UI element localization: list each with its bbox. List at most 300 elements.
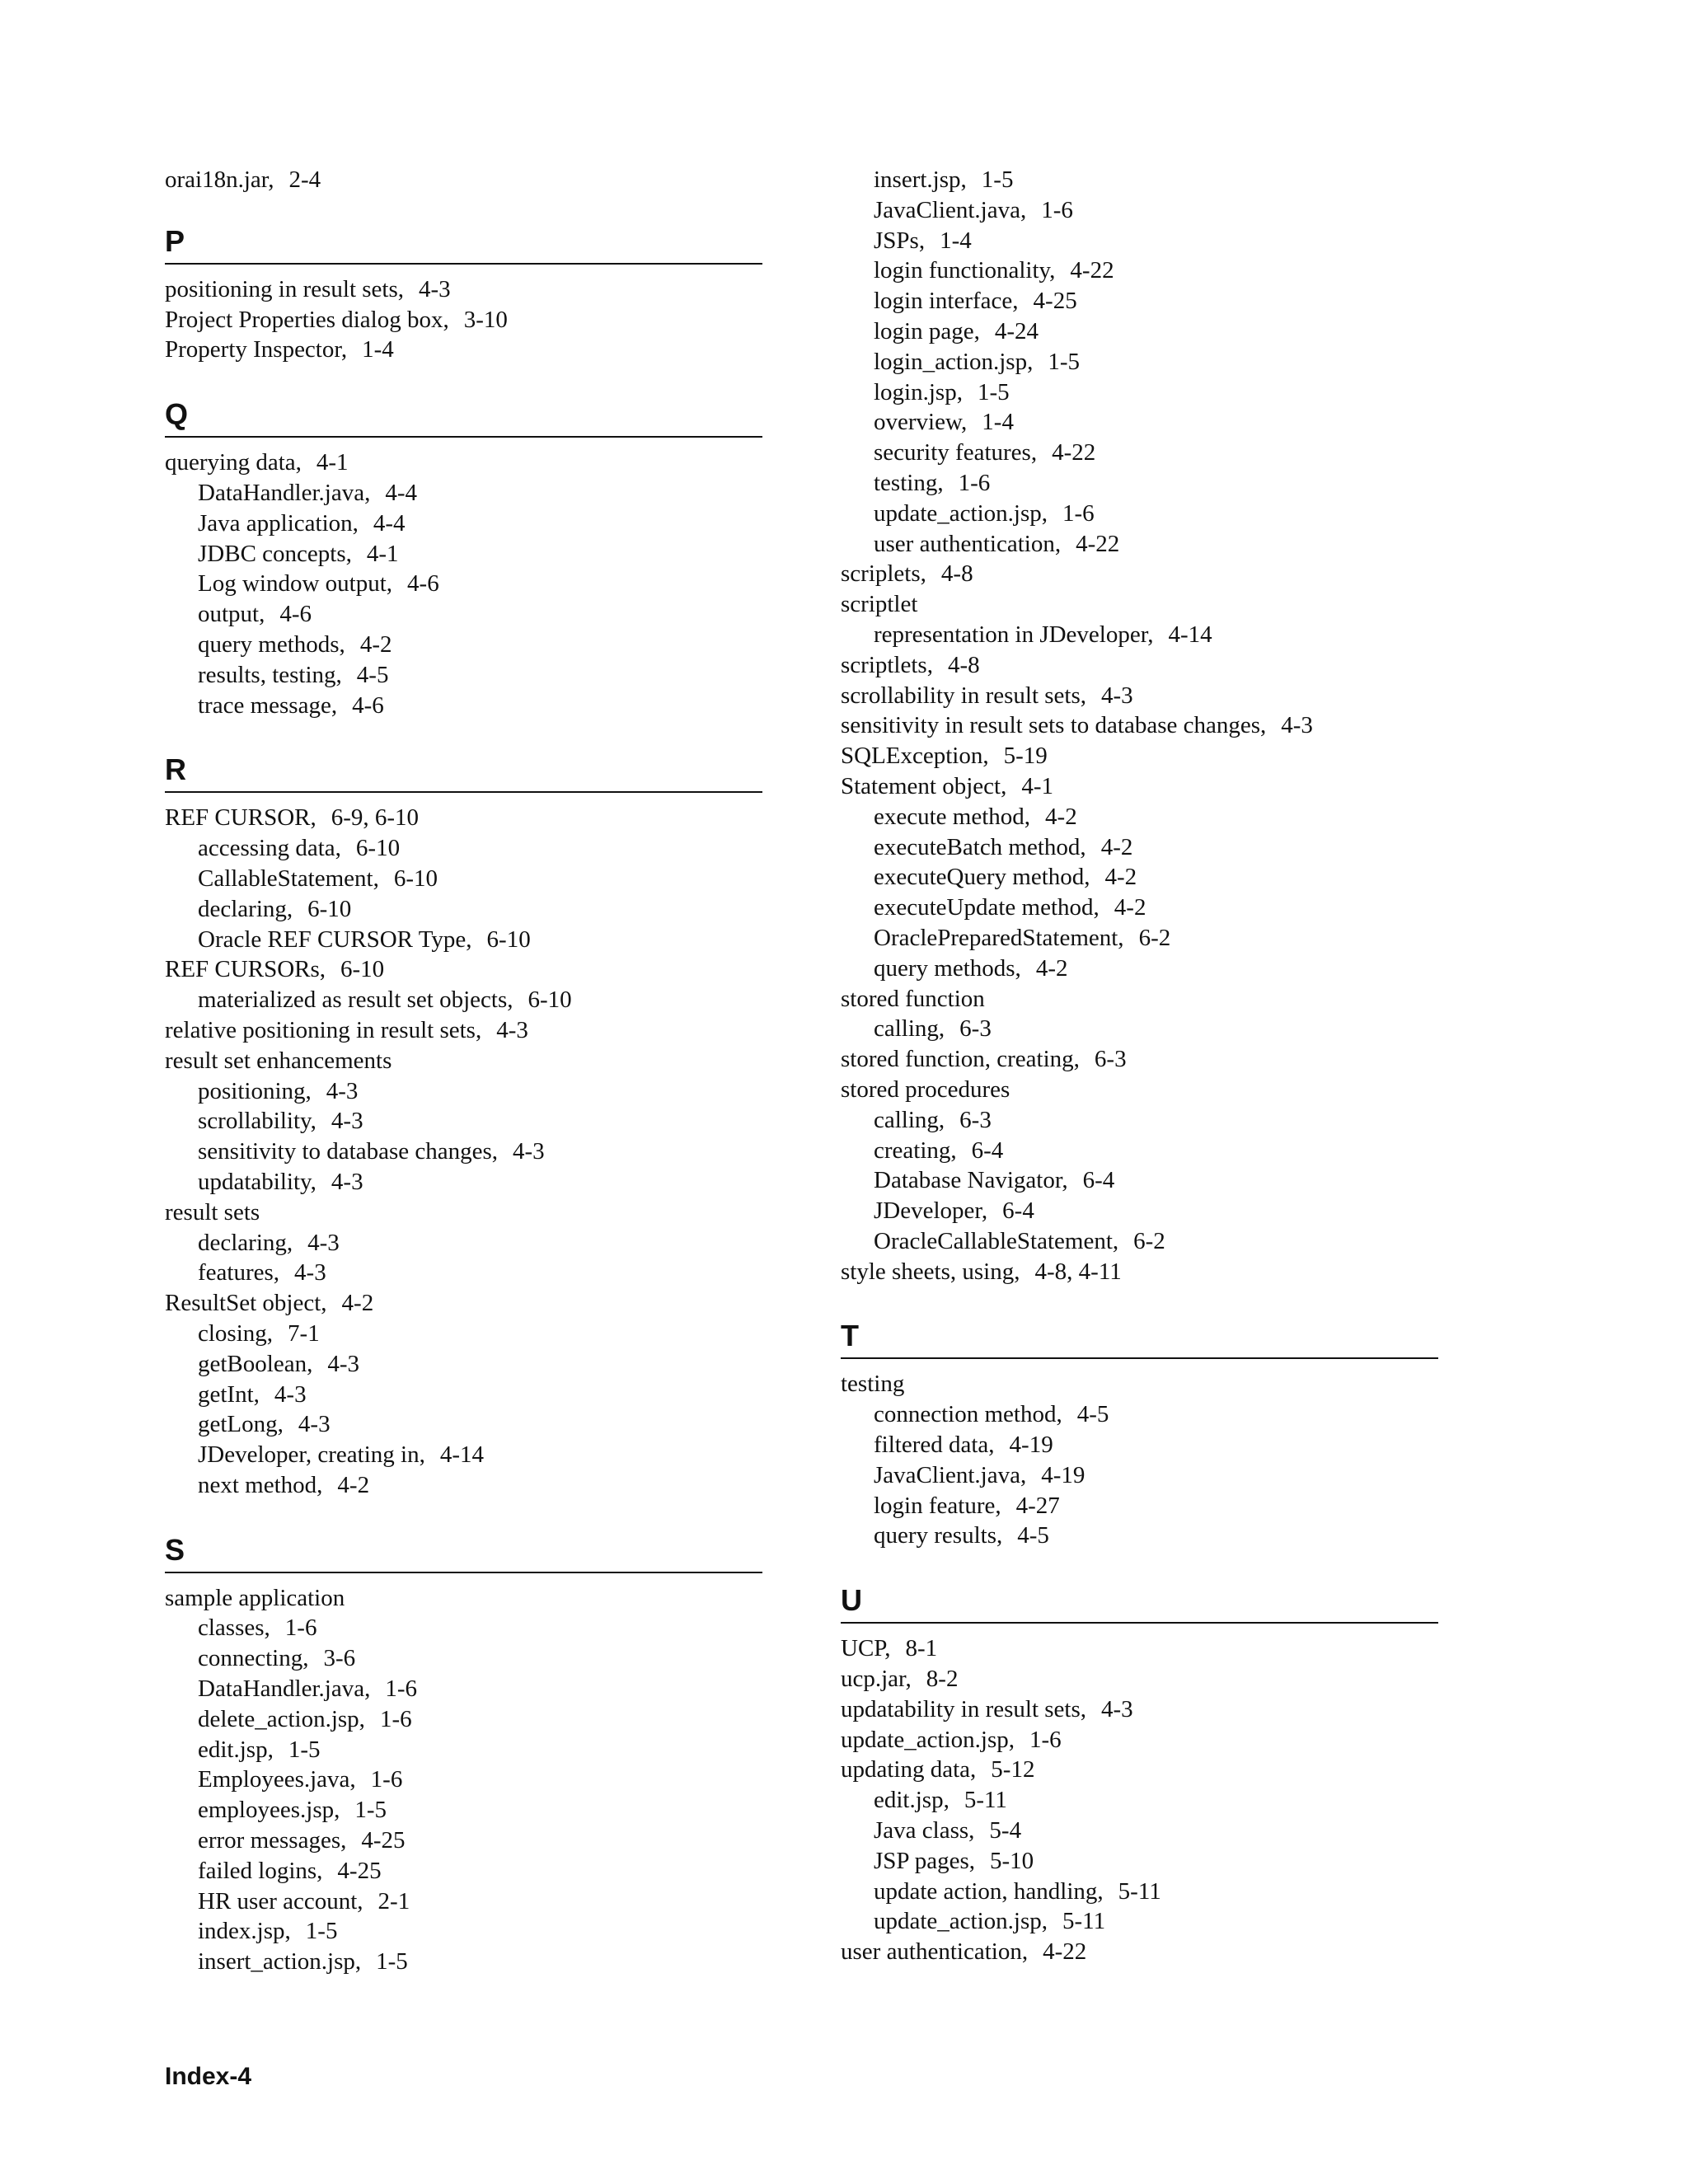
page-reference[interactable]: 6-4 bbox=[1082, 1167, 1115, 1194]
index-entry bbox=[841, 710, 1438, 741]
index-term: Java application, bbox=[198, 509, 359, 537]
page-reference[interactable]: 4-3 bbox=[326, 1077, 359, 1104]
index-term: execute method, bbox=[874, 803, 1031, 830]
index-term: testing, bbox=[874, 469, 944, 496]
index-entry bbox=[841, 1725, 1438, 1755]
index-subentry bbox=[165, 1795, 762, 1825]
index-term: JSP pages, bbox=[874, 1847, 975, 1874]
index-term: Oracle REF CURSOR Type, bbox=[198, 926, 472, 953]
index-subentry bbox=[165, 1916, 762, 1947]
index-subentry bbox=[841, 438, 1438, 468]
index-subentry bbox=[165, 1349, 762, 1380]
index-entry bbox=[841, 771, 1438, 802]
page-reference[interactable]: 5-11 bbox=[1118, 1877, 1161, 1905]
index-subentry bbox=[841, 1846, 1438, 1877]
index-subentry bbox=[841, 1105, 1438, 1136]
index-column-left bbox=[165, 165, 762, 1977]
index-term: login_action.jsp, bbox=[874, 348, 1034, 375]
index-subentry bbox=[841, 1165, 1438, 1196]
page-reference[interactable]: 1-5 bbox=[376, 1948, 408, 1975]
index-subentry bbox=[841, 377, 1438, 408]
page-reference[interactable]: 4-2 bbox=[341, 1290, 374, 1317]
page-reference[interactable]: 6-4 bbox=[1002, 1197, 1034, 1225]
index-term: DataHandler.java, bbox=[198, 479, 371, 506]
index-term: result set enhancements bbox=[165, 1047, 392, 1074]
page-reference[interactable]: 5-12 bbox=[991, 1756, 1035, 1783]
index-term: SQLException, bbox=[841, 743, 989, 770]
index-entry bbox=[165, 448, 762, 478]
index-entry bbox=[841, 1044, 1438, 1075]
section-letter-heading: U bbox=[841, 1582, 1438, 1624]
index-term: connection method, bbox=[874, 1401, 1062, 1428]
index-subentry bbox=[165, 1106, 762, 1137]
index-term: scrollability in result sets, bbox=[841, 682, 1087, 709]
page-reference[interactable]: 4-1 bbox=[1021, 772, 1054, 799]
page-reference[interactable]: 4-19 bbox=[1041, 1461, 1085, 1488]
page-reference[interactable]: 4-22 bbox=[1076, 530, 1120, 557]
page-reference[interactable]: 4-3 bbox=[307, 1229, 340, 1256]
section-letter-heading: P bbox=[165, 223, 762, 265]
index-subentry bbox=[841, 1399, 1438, 1430]
page-reference[interactable]: 4-6 bbox=[279, 601, 312, 628]
index-term: update action, handling, bbox=[874, 1877, 1104, 1905]
index-term: insert.jsp, bbox=[874, 166, 967, 193]
page-reference[interactable]: 6-4 bbox=[971, 1137, 1004, 1164]
page-reference[interactable]: 4-8, 4-11 bbox=[1034, 1258, 1122, 1285]
index-term: failed logins, bbox=[198, 1857, 323, 1884]
index-subentry bbox=[841, 1785, 1438, 1816]
page-reference[interactable]: 6-9, 6-10 bbox=[331, 804, 420, 832]
index-subentry bbox=[165, 1228, 762, 1258]
page-reference[interactable]: 4-5 bbox=[1076, 1401, 1109, 1428]
index-term: output, bbox=[198, 601, 265, 628]
index-term: stored function, creating, bbox=[841, 1046, 1080, 1073]
page-reference[interactable]: 6-10 bbox=[486, 926, 531, 953]
page-reference[interactable]: 4-25 bbox=[1033, 288, 1077, 315]
page-reference[interactable]: 6-3 bbox=[959, 1106, 992, 1133]
page-reference[interactable]: 4-2 bbox=[1100, 833, 1133, 860]
index-term: Statement object, bbox=[841, 772, 1007, 799]
page-reference[interactable]: 4-1 bbox=[316, 449, 349, 476]
page-reference[interactable]: 5-11 bbox=[1062, 1908, 1106, 1935]
page-reference[interactable]: 1-5 bbox=[305, 1918, 338, 1945]
page-reference[interactable]: 4-24 bbox=[994, 317, 1039, 344]
index-subentry bbox=[165, 1886, 762, 1917]
index-term: orai18n.jar, bbox=[165, 166, 274, 193]
index-entry bbox=[165, 165, 762, 195]
index-term: Database Navigator, bbox=[874, 1167, 1068, 1194]
index-term: querying data, bbox=[165, 449, 302, 476]
index-term: JavaClient.java, bbox=[874, 196, 1027, 223]
page-reference[interactable]: 4-3 bbox=[327, 1350, 359, 1377]
index-subentry bbox=[841, 893, 1438, 923]
index-subentry bbox=[165, 1765, 762, 1795]
page-reference[interactable]: 4-3 bbox=[496, 1016, 528, 1043]
index-term: executeUpdate method, bbox=[874, 894, 1100, 921]
page-reference[interactable]: 8-1 bbox=[905, 1635, 938, 1662]
page-reference[interactable]: 6-10 bbox=[340, 956, 385, 983]
index-term: UCP, bbox=[841, 1635, 891, 1662]
index-term: Java class, bbox=[874, 1817, 975, 1844]
page-reference[interactable]: 1-6 bbox=[385, 1675, 418, 1703]
index-term: JavaClient.java, bbox=[874, 1461, 1027, 1488]
index-term: next method, bbox=[198, 1471, 323, 1498]
index-subentry bbox=[841, 1226, 1438, 1257]
index-entry bbox=[841, 1755, 1438, 1785]
index-subentry bbox=[841, 1816, 1438, 1846]
page-reference[interactable]: 1-5 bbox=[981, 166, 1014, 193]
index-entry bbox=[841, 1937, 1438, 1967]
index-term: relative positioning in result sets, bbox=[165, 1016, 482, 1043]
index-subentry bbox=[841, 316, 1438, 347]
index-entry bbox=[165, 1015, 762, 1046]
page-reference[interactable]: 4-27 bbox=[1015, 1492, 1060, 1519]
index-subentry bbox=[841, 529, 1438, 560]
index-term: stored function bbox=[841, 985, 985, 1012]
index-subentry bbox=[165, 985, 762, 1015]
page-reference[interactable]: 5-10 bbox=[990, 1847, 1034, 1874]
page-reference[interactable]: 1-4 bbox=[362, 336, 394, 363]
page-number-label: Index-4 bbox=[165, 2063, 252, 2090]
index-subentry bbox=[165, 925, 762, 955]
index-term: update_action.jsp, bbox=[841, 1726, 1015, 1753]
page-reference[interactable]: 4-5 bbox=[356, 661, 389, 688]
index-subentry bbox=[165, 1947, 762, 1977]
index-term: scriptlet bbox=[841, 591, 918, 618]
index-term: sensitivity in result sets to database changes, bbox=[841, 712, 1267, 739]
index-subentry bbox=[841, 1430, 1438, 1460]
index-term: scrollability, bbox=[198, 1108, 316, 1135]
index-subentry bbox=[165, 864, 762, 894]
index-term: creating, bbox=[874, 1137, 957, 1164]
page-reference[interactable]: 1-5 bbox=[354, 1797, 387, 1824]
index-subentry bbox=[165, 660, 762, 691]
index-term: error messages, bbox=[198, 1827, 347, 1854]
index-term: edit.jsp, bbox=[198, 1736, 274, 1763]
index-subentry bbox=[165, 1643, 762, 1674]
page-reference[interactable]: 4-14 bbox=[1168, 621, 1212, 648]
index-subentry bbox=[841, 195, 1438, 226]
index-entry bbox=[841, 559, 1438, 589]
page-reference[interactable]: 4-3 bbox=[1101, 1695, 1133, 1722]
index-term: DataHandler.java, bbox=[198, 1675, 371, 1703]
section-letter-heading: R bbox=[165, 752, 762, 793]
index-term: REF CURSORs, bbox=[165, 956, 326, 983]
index-entry bbox=[841, 741, 1438, 771]
index-subentry bbox=[841, 1196, 1438, 1226]
index-subentry bbox=[841, 620, 1438, 650]
index-subentry bbox=[841, 1521, 1438, 1551]
index-subentry bbox=[165, 1735, 762, 1765]
page-reference[interactable]: 6-2 bbox=[1133, 1227, 1165, 1254]
page-reference[interactable]: 4-3 bbox=[1281, 712, 1313, 739]
index-subentry bbox=[841, 499, 1438, 529]
index-term: REF CURSOR, bbox=[165, 804, 316, 832]
index-term: stored procedures bbox=[841, 1076, 1010, 1103]
index-term: Log window output, bbox=[198, 570, 393, 598]
index-term: OraclePreparedStatement, bbox=[874, 924, 1124, 951]
index-subentry bbox=[841, 286, 1438, 316]
index-subentry bbox=[841, 1906, 1438, 1937]
index-term: security features, bbox=[874, 439, 1038, 466]
page-reference[interactable]: 4-3 bbox=[331, 1168, 363, 1195]
index-term: getLong, bbox=[198, 1411, 284, 1438]
index-subentry bbox=[841, 1014, 1438, 1044]
index-entry bbox=[841, 1257, 1438, 1287]
page-reference[interactable]: 4-3 bbox=[294, 1259, 326, 1286]
page-reference[interactable]: 4-2 bbox=[359, 630, 392, 658]
index-entry bbox=[165, 1583, 762, 1614]
index-entry bbox=[165, 1288, 762, 1319]
index-subentry bbox=[841, 1460, 1438, 1491]
page-reference[interactable]: 4-4 bbox=[385, 479, 418, 506]
index-entry bbox=[165, 335, 762, 365]
index-term: ucp.jar, bbox=[841, 1666, 912, 1693]
index-subentry bbox=[165, 1470, 762, 1501]
index-entry bbox=[841, 1633, 1438, 1664]
index-term: edit.jsp, bbox=[874, 1787, 950, 1814]
index-term: trace message, bbox=[198, 691, 338, 719]
page-reference[interactable]: 8-2 bbox=[926, 1666, 959, 1693]
page-reference[interactable]: 4-5 bbox=[1017, 1522, 1049, 1549]
index-subentry bbox=[165, 1440, 762, 1470]
page-reference[interactable]: 4-3 bbox=[331, 1108, 363, 1135]
page-reference[interactable]: 1-5 bbox=[1048, 348, 1080, 375]
index-subentry bbox=[165, 1704, 762, 1735]
index-entry bbox=[841, 1694, 1438, 1725]
index-term: calling, bbox=[874, 1015, 945, 1043]
page-reference[interactable]: 1-5 bbox=[288, 1736, 321, 1763]
page-reference[interactable]: 4-6 bbox=[407, 570, 439, 598]
index-subentry bbox=[841, 1877, 1438, 1907]
page-reference[interactable]: 4-3 bbox=[298, 1411, 331, 1438]
index-subentry bbox=[165, 691, 762, 721]
index-term: update_action.jsp, bbox=[874, 499, 1048, 527]
index-subentry bbox=[841, 862, 1438, 893]
page-reference[interactable]: 2-4 bbox=[288, 166, 321, 193]
index-term: HR user account, bbox=[198, 1887, 363, 1915]
page-reference[interactable]: 2-1 bbox=[377, 1887, 410, 1915]
index-subentry bbox=[165, 1825, 762, 1856]
index-term: login feature, bbox=[874, 1492, 1001, 1519]
index-term: filtered data, bbox=[874, 1432, 995, 1459]
index-subentry bbox=[841, 468, 1438, 499]
page-reference[interactable]: 4-22 bbox=[1052, 439, 1096, 466]
page-reference[interactable]: 4-2 bbox=[1035, 954, 1068, 982]
page-reference[interactable]: 1-6 bbox=[284, 1615, 317, 1642]
page-reference[interactable]: 4-2 bbox=[1045, 803, 1077, 830]
page-reference[interactable]: 4-2 bbox=[1104, 864, 1137, 891]
index-entry bbox=[841, 1369, 1438, 1399]
index-subentry bbox=[165, 569, 762, 599]
index-term: result sets bbox=[165, 1198, 260, 1226]
page-reference[interactable]: 5-4 bbox=[989, 1817, 1022, 1844]
index-subentry bbox=[165, 1674, 762, 1704]
page-reference[interactable]: 6-10 bbox=[307, 895, 352, 922]
index-subentry bbox=[165, 1076, 762, 1107]
index-term: JSPs, bbox=[874, 227, 926, 254]
index-subentry bbox=[165, 833, 762, 864]
index-term: positioning in result sets, bbox=[165, 275, 404, 302]
page-reference[interactable]: 4-19 bbox=[1009, 1432, 1053, 1459]
index-term: getInt, bbox=[198, 1380, 260, 1408]
index-subentry bbox=[841, 226, 1438, 256]
index-subentry bbox=[165, 1409, 762, 1440]
index-term: overview, bbox=[874, 409, 968, 436]
page-reference[interactable]: 1-5 bbox=[977, 378, 1010, 405]
page-reference[interactable]: 4-25 bbox=[337, 1857, 382, 1884]
index-term: closing, bbox=[198, 1319, 274, 1347]
page-reference[interactable]: 6-3 bbox=[959, 1015, 992, 1043]
index-entry bbox=[841, 650, 1438, 681]
index-subentry bbox=[165, 1258, 762, 1288]
index-subentry bbox=[165, 1167, 762, 1197]
index-term: JDeveloper, bbox=[874, 1197, 988, 1225]
index-subentry bbox=[841, 407, 1438, 438]
index-term: login page, bbox=[874, 317, 980, 344]
page-reference[interactable]: 4-1 bbox=[366, 540, 399, 567]
page-reference[interactable]: 4-2 bbox=[1114, 894, 1146, 921]
index-term: declaring, bbox=[198, 895, 293, 922]
index-term: connecting, bbox=[198, 1645, 309, 1672]
index-term: calling, bbox=[874, 1106, 945, 1133]
index-term: login.jsp, bbox=[874, 378, 963, 405]
page-reference[interactable]: 4-14 bbox=[439, 1441, 485, 1469]
index-subentry bbox=[165, 539, 762, 569]
index-entry bbox=[841, 1075, 1438, 1105]
index-term: scriptlets, bbox=[841, 651, 933, 678]
index-entry bbox=[165, 954, 762, 985]
index-term: updatability, bbox=[198, 1168, 316, 1195]
page-reference[interactable]: 5-11 bbox=[964, 1787, 1007, 1814]
index-term: style sheets, using, bbox=[841, 1258, 1020, 1285]
page-reference[interactable]: 4-3 bbox=[274, 1380, 307, 1408]
index-term: JDBC concepts, bbox=[198, 540, 352, 567]
index-subentry bbox=[841, 255, 1438, 286]
index-term: sample application bbox=[165, 1584, 345, 1611]
index-subentry bbox=[165, 1137, 762, 1167]
page-reference[interactable]: 1-6 bbox=[958, 469, 991, 496]
page-reference[interactable]: 1-4 bbox=[982, 409, 1014, 436]
index-term: updatability in result sets, bbox=[841, 1695, 1087, 1722]
index-term: login interface, bbox=[874, 288, 1019, 315]
index-term: features, bbox=[198, 1259, 280, 1286]
index-entry bbox=[841, 984, 1438, 1015]
page-reference[interactable]: 4-8 bbox=[947, 651, 980, 678]
index-entry bbox=[165, 1046, 762, 1076]
index-subentry bbox=[841, 165, 1438, 195]
page-reference[interactable]: 4-22 bbox=[1070, 257, 1114, 284]
page-reference[interactable]: 6-10 bbox=[528, 987, 572, 1014]
index-term: index.jsp, bbox=[198, 1918, 291, 1945]
index-subentry bbox=[841, 347, 1438, 377]
index-subentry bbox=[165, 630, 762, 660]
section-letter-heading: Q bbox=[165, 396, 762, 438]
index-term: results, testing, bbox=[198, 661, 342, 688]
page-reference[interactable]: 1-6 bbox=[1041, 196, 1073, 223]
index-term: classes, bbox=[198, 1615, 270, 1642]
index-column-right bbox=[841, 165, 1438, 1967]
page-reference[interactable]: 6-10 bbox=[355, 835, 401, 862]
index-term: CallableStatement, bbox=[198, 865, 379, 892]
page-reference[interactable]: 4-3 bbox=[1101, 682, 1133, 709]
index-subentry bbox=[841, 1136, 1438, 1166]
page-reference[interactable]: 3-10 bbox=[463, 306, 508, 333]
page-reference[interactable]: 6-2 bbox=[1138, 924, 1171, 951]
index-entry bbox=[165, 1197, 762, 1228]
index-term: employees.jsp, bbox=[198, 1797, 340, 1824]
index-entry bbox=[165, 274, 762, 305]
index-term: OracleCallableStatement, bbox=[874, 1227, 1119, 1254]
index-term: Employees.java, bbox=[198, 1766, 356, 1793]
index-term: testing bbox=[841, 1371, 905, 1398]
page-reference[interactable]: 4-8 bbox=[940, 560, 973, 588]
page-reference[interactable]: 1-6 bbox=[1029, 1726, 1062, 1753]
index-term: materialized as result set objects, bbox=[198, 987, 513, 1014]
page-reference[interactable]: 4-25 bbox=[361, 1827, 406, 1854]
index-term: update_action.jsp, bbox=[874, 1908, 1048, 1935]
index-subentry bbox=[841, 802, 1438, 832]
page-reference[interactable]: 5-19 bbox=[1003, 743, 1048, 770]
index-term: sensitivity to database changes, bbox=[198, 1138, 499, 1165]
page-reference[interactable]: 4-6 bbox=[352, 691, 384, 719]
index-subentry bbox=[841, 832, 1438, 863]
index-subentry bbox=[165, 509, 762, 539]
page-reference[interactable]: 6-10 bbox=[393, 865, 438, 892]
page-reference[interactable]: 4-4 bbox=[373, 509, 406, 537]
page-reference[interactable]: 4-3 bbox=[513, 1138, 545, 1165]
index-term: updating data, bbox=[841, 1756, 977, 1783]
index-term: getBoolean, bbox=[198, 1350, 313, 1377]
index-term: Property Inspector, bbox=[165, 336, 348, 363]
index-entry bbox=[165, 803, 762, 833]
index-subentry bbox=[841, 1491, 1438, 1521]
index-subentry bbox=[841, 923, 1438, 954]
index-term: representation in JDeveloper, bbox=[874, 621, 1154, 648]
index-term: query methods, bbox=[198, 630, 345, 658]
page-reference[interactable]: 3-6 bbox=[323, 1645, 356, 1672]
page-reference[interactable]: 1-6 bbox=[1062, 499, 1095, 527]
page-reference[interactable]: 6-3 bbox=[1094, 1046, 1127, 1073]
index-term: query results, bbox=[874, 1522, 1003, 1549]
index-subentry bbox=[165, 478, 762, 509]
page-reference[interactable]: 1-6 bbox=[370, 1766, 403, 1793]
index-term: delete_action.jsp, bbox=[198, 1705, 365, 1732]
index-term: login functionality, bbox=[874, 257, 1056, 284]
page-reference[interactable]: 1-4 bbox=[940, 227, 972, 254]
index-term: user authentication, bbox=[874, 530, 1062, 557]
index-term: accessing data, bbox=[198, 835, 341, 862]
section-letter-heading: T bbox=[841, 1318, 1438, 1359]
page-reference[interactable]: 4-22 bbox=[1043, 1938, 1087, 1966]
index-term: executeQuery method, bbox=[874, 864, 1090, 891]
index-term: ResultSet object, bbox=[165, 1290, 327, 1317]
index-entry bbox=[841, 1664, 1438, 1694]
index-entry bbox=[841, 589, 1438, 620]
index-subentry bbox=[165, 599, 762, 630]
section-letter-heading: S bbox=[165, 1532, 762, 1573]
index-term: query methods, bbox=[874, 954, 1021, 982]
index-term: JDeveloper, creating in, bbox=[198, 1441, 425, 1469]
index-subentry bbox=[165, 1380, 762, 1410]
page-reference[interactable]: 7-1 bbox=[288, 1319, 320, 1347]
index-subentry bbox=[165, 1856, 762, 1886]
page-reference[interactable]: 4-2 bbox=[337, 1471, 370, 1498]
index-term: positioning, bbox=[198, 1077, 312, 1104]
page-reference[interactable]: 4-3 bbox=[419, 275, 451, 302]
page-reference[interactable]: 1-6 bbox=[379, 1705, 412, 1732]
index-term: executeBatch method, bbox=[874, 833, 1086, 860]
